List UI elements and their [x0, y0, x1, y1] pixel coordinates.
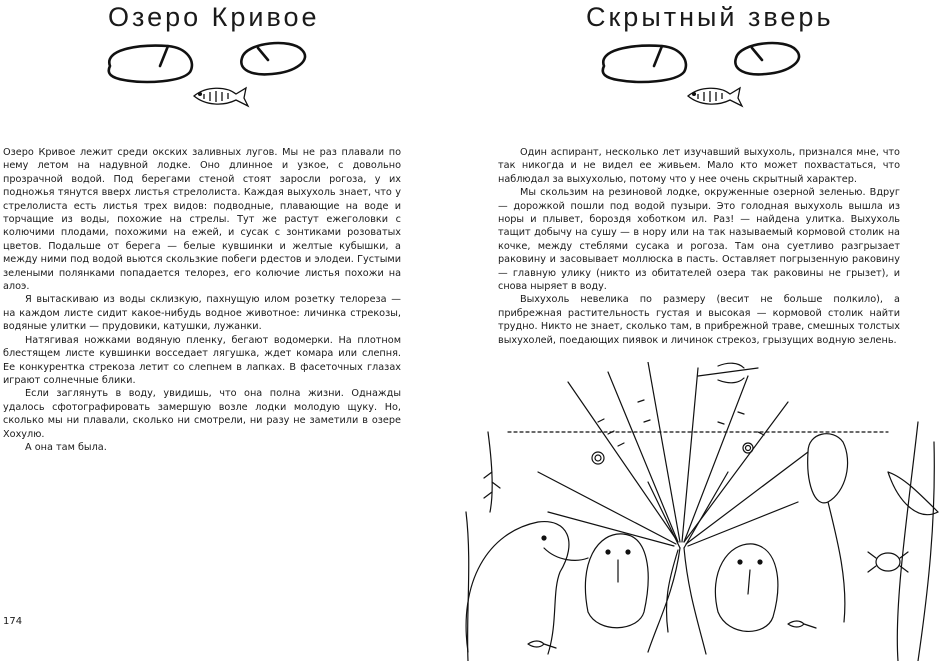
lily-pads-fish-drawing	[96, 36, 316, 110]
paragraph: Один аспирант, несколько лет изучавший выхухоль, признался мне, что так никогда и не видел ее живьем. Мало кто может похвастаться, что наблюдал за выхухолью, потому что у нее очень скрытный характер.	[498, 147, 900, 185]
paragraph: Если заглянуть в воду, увидишь, что она полна жизни. Однажды удалось сфотографировать замершую возле лодки молодую щуку. Но, сколько мы ни плавали, сколько ни смотрели, ни разу не заметили в озере Хохулю.	[3, 388, 401, 440]
paragraph: Озеро Кривое лежит среди окских заливных лугов. Мы не раз плавали по нему летом на надувной лодке. Оно длинное и узкое, с довольно прозрачной водой. Под берегами стеной стоят заросли рогоза, у их подножья тянутся вверх листья стрелолиста. Каждая выхухоль знает, что у стрелолиста есть листья трех видов: подводные, плавающие на воде и торчащие из воды, похожие на стрелы. Тут же растут ежеголовки с колючими плодами, похожими на ежей, и сусак с зонтиками розоватых цветов. Подальше от берега — белые кувшинки и желтые кубышки, а между ними под водой вьются скользкие побеги рдестов и элодеи. Густыми зелеными полянками попадается телорез, его колючие листья похожи на алоэ.	[3, 147, 401, 293]
paragraph: Выхухоль невелика по размеру (весит не больше полкило), а прибрежная растительность густая и высокая — кормовой столик найти трудно. Никто не знает, сколько там, в прибрежной траве, смешных толстых выхухолей, поедающих пиявок и личинок стрекоз, грызущих водную зелень.	[498, 294, 900, 346]
paragraph: Мы скользим на резиновой лодке, окруженные озерной зеленью. Вдруг — дорожкой пошли под водой пузыри. Это голодная выхухоль вышла из норы и плывет, бороздя хоботком ил. Раз! — найдена улитка. Выхухоль тащит добычу на сушу — в нору или на так называемый кормовой столик на кочке, между стеблями сусака и рогоза. Там она суетливо разгрызает раковину и засовывает моллюска в пасть. Оставляет погрызенную раковину — главную улику (никто из обитателей озера так раковины не грызет), и снова ныряет в воду.	[498, 187, 900, 293]
page-number: 174	[3, 616, 23, 627]
chapter-title: Скрытный зверь	[586, 2, 834, 32]
desman-pond-illustration	[448, 362, 948, 661]
paragraph: А она там была.	[25, 441, 107, 453]
chapter-body-text	[3, 146, 401, 454]
paragraph: Натягивая ножками водяную пленку, бегают водомерки. На плотном блестящем листе кувшинки восседает лягушка, ждет комара или слепня. Ее конкурентка стрекоза летит со слепнем в лапках. В фасеточных глазах играют солнечные блики.	[3, 334, 401, 386]
chapter-title: Озеро Кривое	[108, 2, 320, 32]
paragraph: Я вытаскиваю из воды склизкую, пахнущую илом розетку телореза — на каждом листе сидит какое-нибудь водное животное: личинка стрекозы, водяные улитки — прудовики, катушки, лужанки.	[3, 294, 401, 333]
lily-pads-fish-drawing	[590, 36, 810, 110]
chapter-body-text	[498, 146, 900, 347]
